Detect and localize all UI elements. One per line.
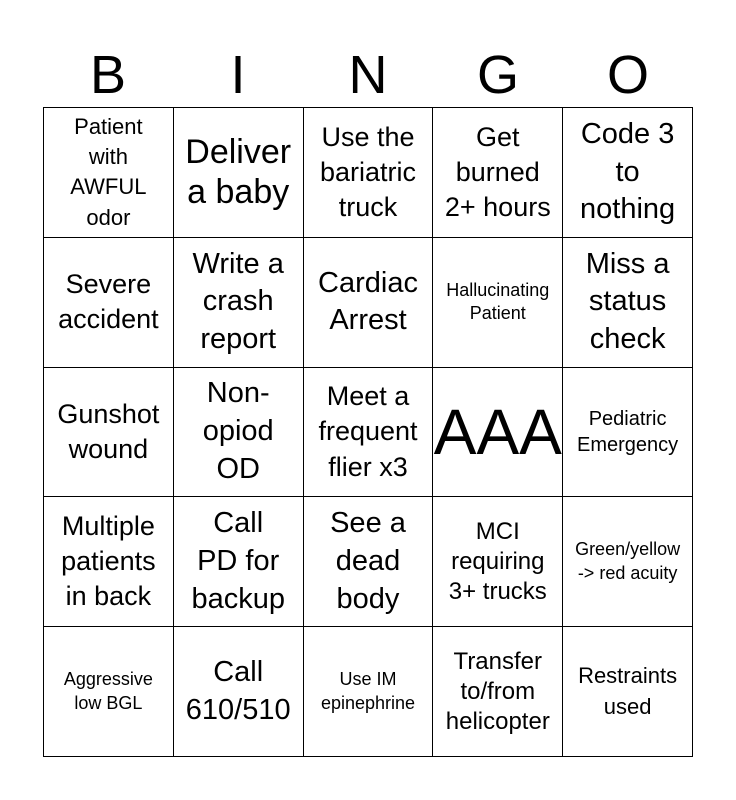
cell-text: See a dead body	[330, 507, 406, 615]
bingo-board	[43, 107, 693, 757]
bingo-cell[interactable]	[563, 627, 693, 757]
bingo-header	[43, 44, 693, 106]
bingo-cell[interactable]	[44, 627, 174, 757]
cell-text: Gunshot wound	[57, 398, 160, 464]
cell-text: Hallucinating Patient	[446, 279, 550, 324]
cell-text: Transfer to/from helicopter	[445, 647, 550, 735]
bingo-cell[interactable]	[44, 238, 174, 368]
bingo-cell[interactable]	[433, 108, 563, 238]
cell-text: Severe accident	[58, 269, 159, 335]
bingo-cell[interactable]	[44, 497, 174, 627]
bingo-cell[interactable]	[174, 238, 304, 368]
cell-text: Aggressive low BGL	[63, 669, 153, 713]
bingo-cell[interactable]	[433, 497, 563, 627]
bingo-cell[interactable]	[174, 627, 304, 757]
bingo-cell[interactable]	[174, 497, 304, 627]
cell-text: Restraints used	[578, 663, 678, 719]
bingo-cell[interactable]	[563, 497, 693, 627]
bingo-cell[interactable]	[563, 368, 693, 498]
cell-text: Call PD for backup	[191, 507, 285, 615]
bingo-cell[interactable]	[304, 238, 434, 368]
bingo-cell[interactable]	[44, 368, 174, 498]
cell-text: Get burned 2+ hours	[444, 121, 551, 222]
bingo-cell[interactable]	[563, 108, 693, 238]
header-letter-g: G	[476, 45, 519, 105]
cell-text: AAA	[433, 395, 562, 468]
cell-text: Cardiac Arrest	[318, 266, 418, 337]
bingo-cell[interactable]	[304, 368, 434, 498]
bingo-cell[interactable]	[433, 627, 563, 757]
bingo-cell[interactable]	[174, 368, 304, 498]
cell-text: MCI requiring 3+ trucks	[448, 517, 547, 605]
cell-text: Deliver a baby	[185, 133, 292, 212]
bingo-cell[interactable]	[304, 627, 434, 757]
bingo-cell free-space[interactable]	[433, 368, 563, 498]
cell-text: Write a crash report	[192, 247, 284, 356]
cell-text: Call 610/510	[185, 655, 291, 726]
cell-text: Non- opiod OD	[202, 377, 274, 485]
header-letter-b: B	[89, 45, 127, 105]
cell-text: Patient with AWFUL odor	[70, 113, 147, 230]
bingo-cell[interactable]	[304, 108, 434, 238]
header-letter-n: N	[348, 45, 388, 105]
bingo-cell[interactable]	[433, 238, 563, 368]
cell-text: Miss a status check	[585, 247, 670, 356]
bingo-cell[interactable]	[174, 108, 304, 238]
cell-text: Meet a frequent flier x3	[318, 381, 418, 482]
cell-text: Green/yellow -> red acuity	[575, 539, 681, 583]
cell-text: Use the bariatric truck	[319, 121, 416, 222]
cell-text: Pediatric Emergency	[577, 407, 679, 456]
cell-text: Code 3 to nothing	[580, 117, 676, 226]
bingo-cell[interactable]	[44, 108, 174, 238]
bingo-cell[interactable]	[304, 497, 434, 627]
header-letter-o: O	[606, 45, 649, 105]
bingo-cell[interactable]	[563, 238, 693, 368]
cell-text: Multiple patients in back	[61, 511, 156, 612]
cell-text: Use IM epinephrine	[320, 669, 416, 713]
header-letter-i: I	[230, 45, 246, 105]
